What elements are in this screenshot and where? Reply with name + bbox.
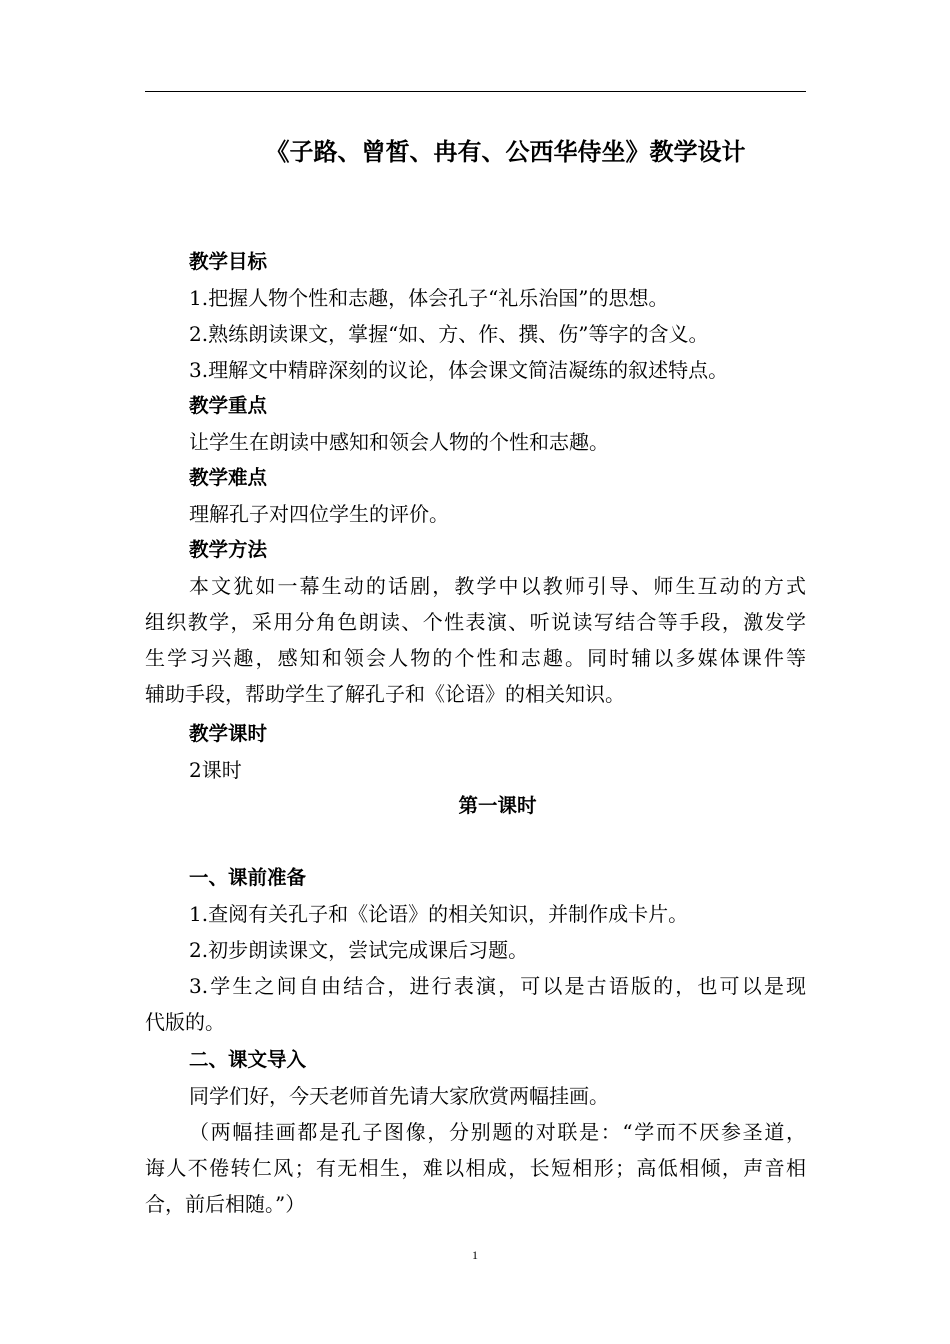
heading-teaching-difficulty: 教学难点: [189, 466, 268, 489]
paragraph-line: 3.理解文中精辟深刻的议论，体会课文简洁凝练的叙述特点。: [189, 358, 729, 382]
heading-class-hours: 教学课时: [189, 722, 268, 745]
heading-teaching-goals: 教学目标: [189, 250, 268, 273]
paragraph-line: 辅助手段，帮助学生了解孔子和《论语》的相关知识。: [145, 682, 625, 706]
paragraph-line: 2课时: [189, 758, 242, 782]
heading-pre-class-preparation: 一、课前准备: [189, 866, 307, 889]
paragraph-line: 组织教学，采用分角色朗读、个性表演、听说读写结合等手段，激发学: [145, 610, 806, 634]
paragraph-line: 1.把握人物个性和志趣，体会孔子“礼乐治国”的思想。: [189, 286, 669, 310]
paragraph-line: 2.初步朗读课文，尝试完成课后习题。: [189, 938, 529, 962]
paragraph-line: 本文犹如一幕生动的话剧，教学中以教师引导、师生互动的方式: [189, 574, 806, 598]
paragraph-line: 生学习兴趣，感知和领会人物的个性和志趣。同时辅以多媒体课件等: [145, 646, 806, 670]
paragraph-line: 1.查阅有关孔子和《论语》的相关知识，并制作成卡片。: [189, 902, 689, 926]
page-number: 1: [472, 1248, 478, 1262]
paragraph-line: 代版的。: [145, 1010, 225, 1034]
heading-teaching-focus: 教学重点: [189, 394, 268, 417]
paragraph-line: 2.熟练朗读课文，掌握“如、方、作、撰、伤”等字的含义。: [189, 322, 709, 346]
document-title: 《子路、曾皙、冉有、公西华侍坐》教学设计: [265, 138, 746, 166]
paragraph-line: 诲人不倦转仁风；有无相生，难以相成，长短相形；高低相倾，声音相: [145, 1156, 806, 1180]
paragraph-line: 让学生在朗读中感知和领会人物的个性和志趣。: [189, 430, 609, 454]
paragraph-line: 同学们好，今天老师首先请大家欣赏两幅挂画。: [189, 1084, 609, 1108]
paragraph-line: （两幅挂画都是孔子图像，分别题的对联是：“学而不厌参圣道，: [189, 1120, 806, 1144]
header-rule: [145, 91, 806, 92]
heading-lesson-introduction: 二、课文导入: [189, 1048, 307, 1071]
section-title-first-lesson: 第一课时: [458, 794, 537, 817]
paragraph-line: 合，前后相随。”）: [145, 1192, 306, 1216]
heading-teaching-method: 教学方法: [189, 538, 268, 561]
paragraph-line: 3.学生之间自由结合，进行表演，可以是古语版的，也可以是现: [189, 974, 806, 998]
paragraph-line: 理解孔子对四位学生的评价。: [189, 502, 449, 526]
